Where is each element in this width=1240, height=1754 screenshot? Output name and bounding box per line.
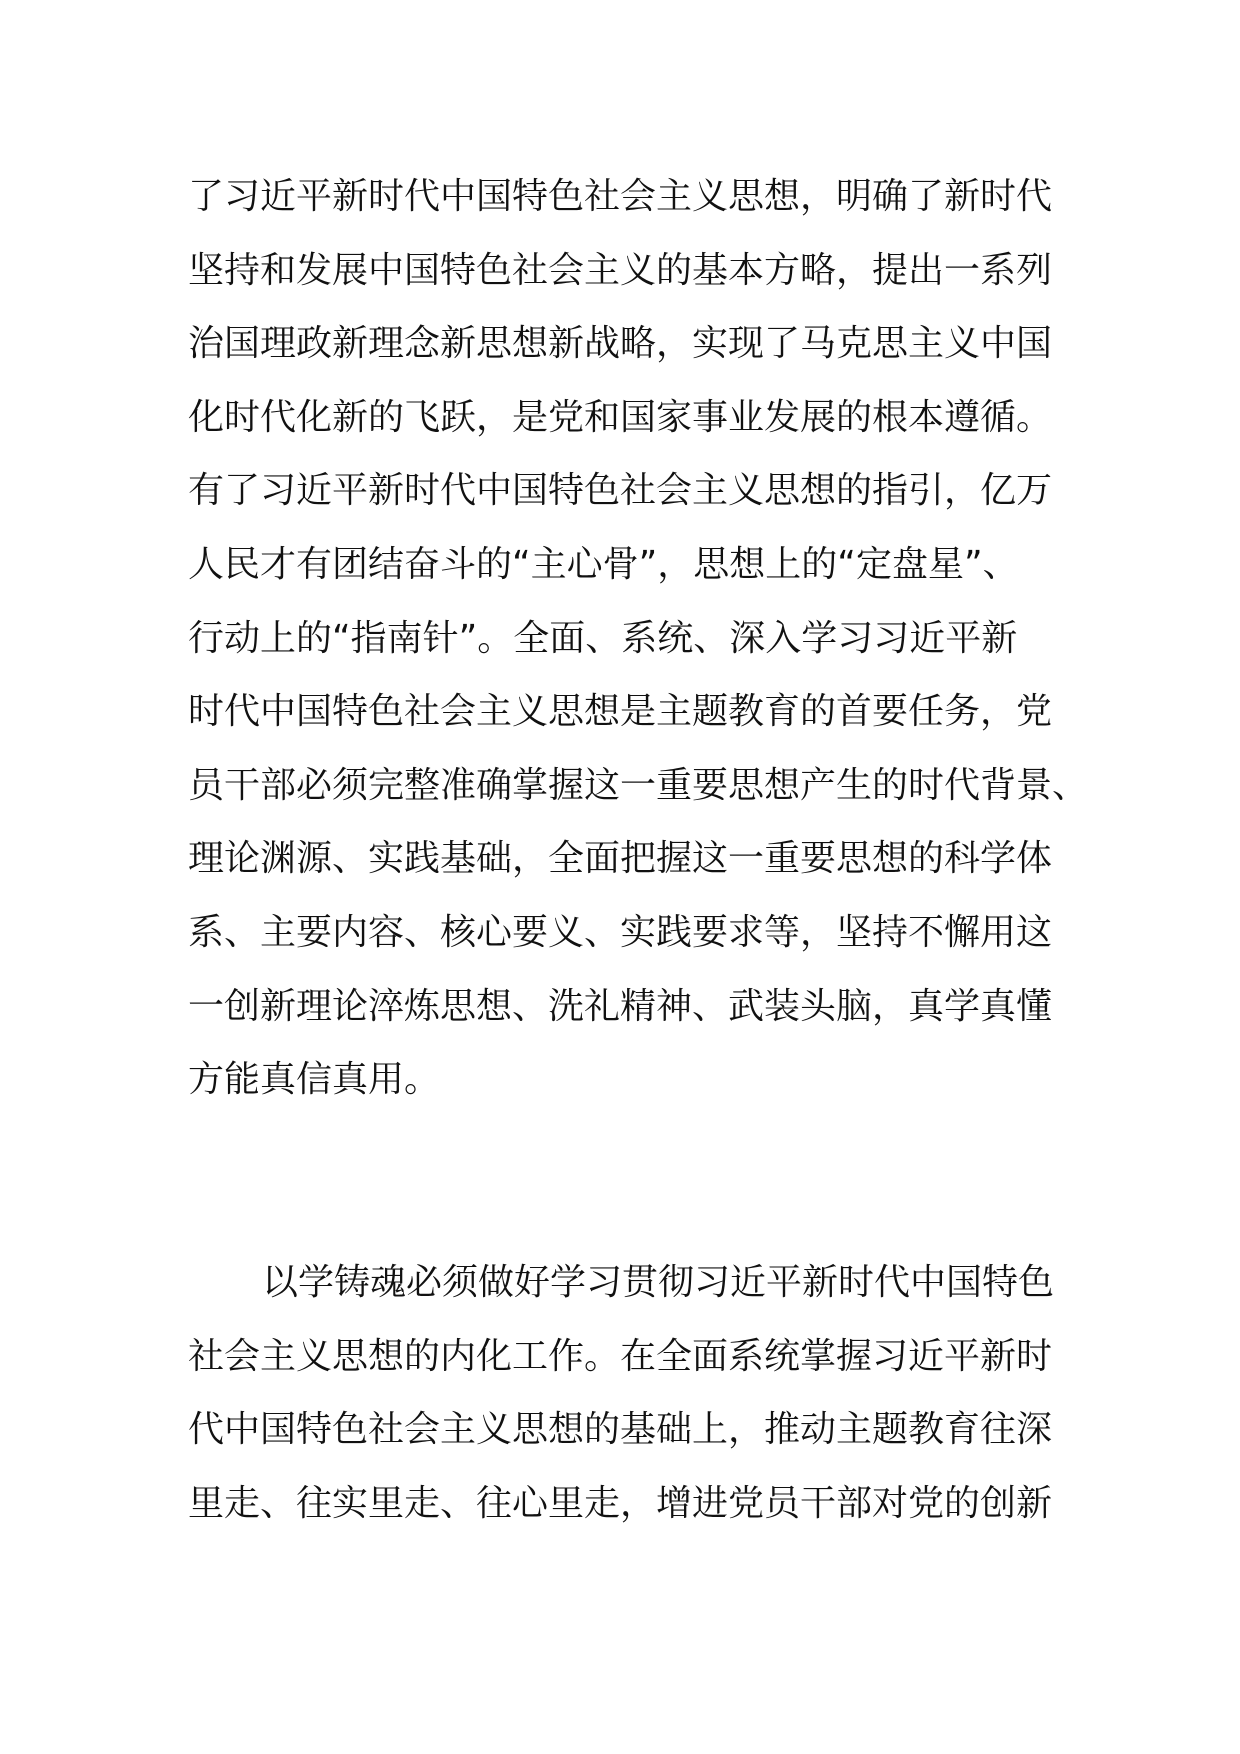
paragraph-line: 化时代化新的飞跃，是党和国家事业发展的根本遵循。 <box>188 396 1053 438</box>
paragraph-line: 治国理政新理念新思想新战略，实现了马克思主义中国 <box>188 323 1053 365</box>
paragraph-line: 时代中国特色社会主义思想是主题教育的首要任务，党 <box>188 691 1053 733</box>
paragraph-line: 行动上的“指南针”。全面、系统、深入学习习近平新 <box>188 617 1018 659</box>
paragraph-2 <box>188 1246 1068 1540</box>
paragraph-line: 理论渊源、实践基础，全面把握这一重要思想的科学体 <box>188 838 1053 880</box>
paragraph-line: 代中国特色社会主义思想的基础上，推动主题教育往深 <box>188 1409 1053 1451</box>
paragraph-line: 员干部必须完整准确掌握这一重要思想产生的时代背景、 <box>188 764 1089 806</box>
paragraph-line: 坚持和发展中国特色社会主义的基本方略，提出一系列 <box>188 249 1053 291</box>
paragraph-line: 人民才有团结奋斗的“主心骨”，思想上的“定盘星”、 <box>188 543 1019 585</box>
paragraph-line: 方能真信真用。 <box>188 1059 441 1101</box>
paragraph-line: 以学铸魂必须做好学习贯彻习近平新时代中国特色 <box>262 1262 1055 1303</box>
paragraph-line: 有了习近平新时代中国特色社会主义思想的指引，亿万 <box>188 470 1053 512</box>
paragraph-line: 一创新理论淬炼思想、洗礼精神、武装头脑，真学真懂 <box>188 985 1053 1027</box>
paragraph-line: 社会主义思想的内化工作。在全面系统掌握习近平新时 <box>188 1335 1053 1377</box>
paragraph-line: 里走、往实里走、往心里走，增进党员干部对党的创新 <box>188 1482 1053 1524</box>
paragraph-1 <box>188 160 1089 1117</box>
paragraph-line: 了习近平新时代中国特色社会主义思想，明确了新时代 <box>188 176 1053 217</box>
paragraph-line: 系、主要内容、核心要义、实践要求等，坚持不懈用这 <box>188 911 1053 953</box>
